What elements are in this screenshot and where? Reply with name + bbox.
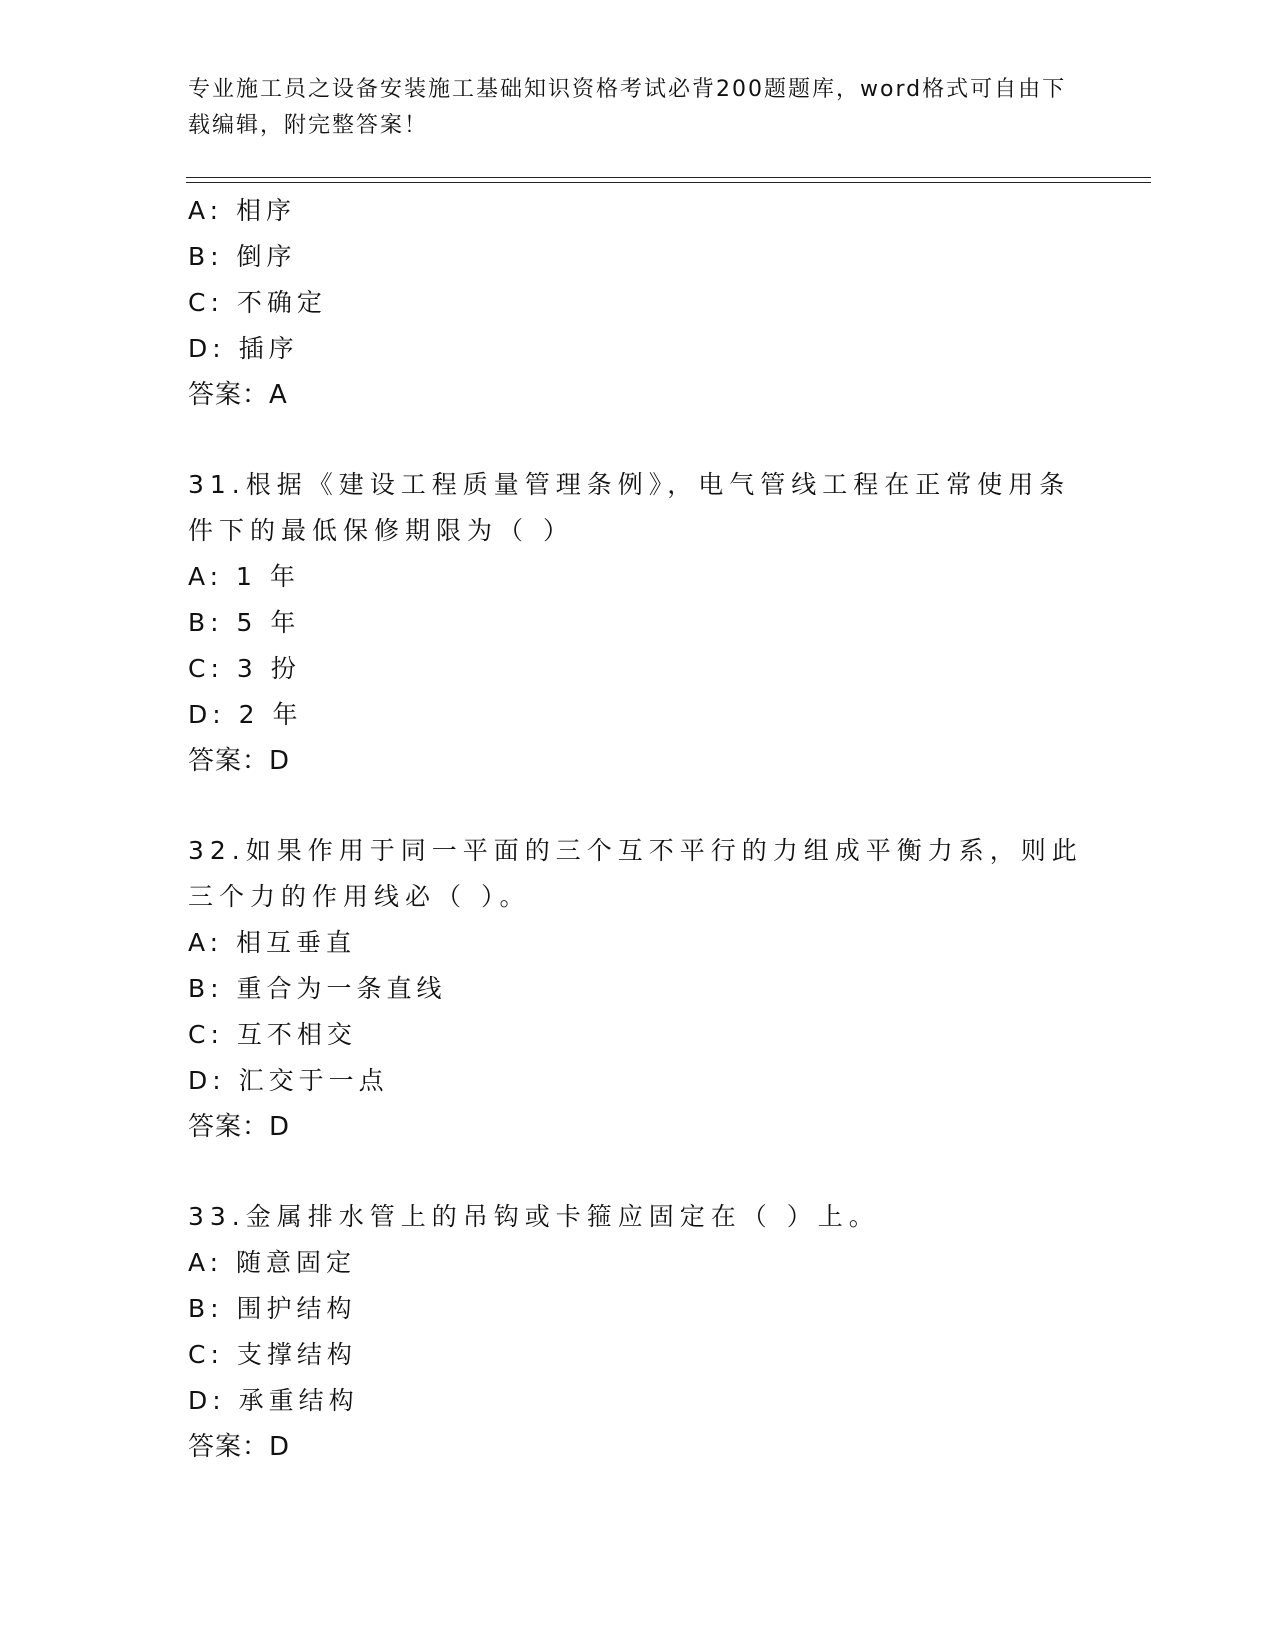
option-d: D: 2 年 (188, 700, 303, 729)
question-text: 31.根据《建设工程质量管理条例》，电气管线工程在正常使用条件下的最低保修期限为（ ） (188, 470, 1071, 545)
header-rule-top (186, 177, 1151, 178)
option-d: D: 汇交于一点 (188, 1066, 389, 1095)
question-text: 33.金属排水管上的吊钩或卡箍应固定在（ ）上。 (188, 1202, 880, 1231)
question-31 (188, 462, 1088, 784)
option-d: D: 承重结构 (188, 1386, 359, 1415)
option-a: A: 1 年 (188, 562, 300, 591)
option-b: B: 倒序 (188, 242, 297, 271)
option-d: D: 插序 (188, 334, 299, 363)
answer-line: 答案：D (188, 746, 291, 776)
option-b: B: 围护结构 (188, 1294, 357, 1323)
document-header: 专业施工员之设备安装施工基础知识资格考试必背200题题库，word格式可自由下载编辑，附完整答案！ (188, 77, 1067, 138)
question-list (188, 188, 1088, 1470)
option-b: B: 重合为一条直线 (188, 974, 447, 1003)
option-c: C: 互不相交 (188, 1020, 357, 1049)
option-b: B: 5 年 (188, 608, 301, 637)
option-a: A: 相互垂直 (188, 928, 357, 957)
question-text: 32.如果作用于同一平面的三个互不平行的力组成平衡力系，则此三个力的作用线必（ ）。 (188, 836, 1083, 911)
answer-line: 答案：A (188, 380, 288, 410)
header-rule-bottom (186, 182, 1151, 183)
option-a: A: 随意固定 (188, 1248, 357, 1277)
question-32 (188, 828, 1088, 1150)
answer-line: 答案：D (188, 1112, 291, 1142)
option-c: C: 3 扮 (188, 654, 301, 683)
question-33 (188, 1194, 1088, 1470)
option-c: C: 不确定 (188, 288, 327, 317)
answer-line: 答案：D (188, 1432, 291, 1462)
option-c: C: 支撑结构 (188, 1340, 357, 1369)
continued-question (188, 188, 1088, 418)
option-a: A: 相序 (188, 196, 297, 225)
